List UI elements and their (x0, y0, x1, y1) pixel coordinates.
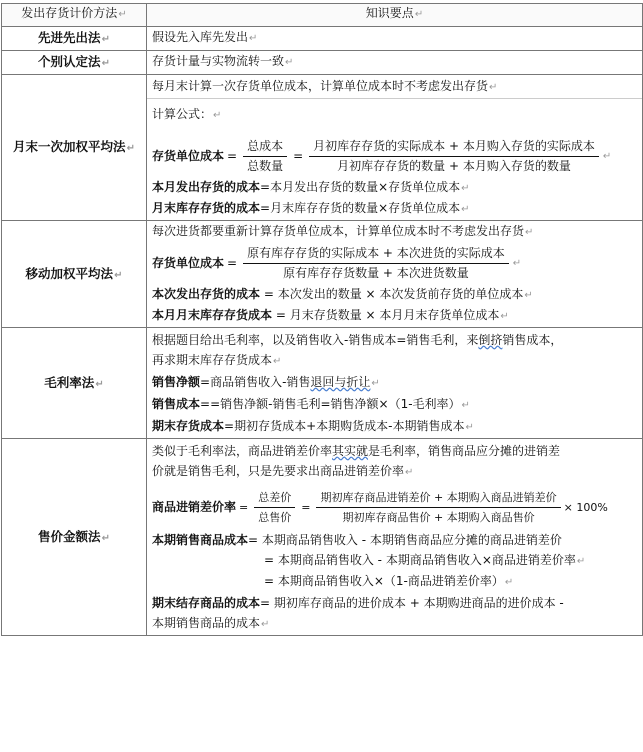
gross-line4: 销售成本==销售净额-销售毛利=销售净额×（1-毛利率）↵ (152, 397, 470, 411)
monthly-formula: 存货单位成本 = $\frac{\text{总成本}}{\text{总数量}}$ = $\frac{\text{月初库存存货的实际成本 + 本月购入存货的实际成本}}{\text{月初库存存货的数量 + 本月购入存货的数量}}$ ↵ (152, 139, 612, 173)
row-moving (2, 221, 643, 328)
method-gross: 毛利率法↵ (2, 328, 147, 439)
retail-line5: = 本期商品销售收入×（1-商品进销差价率）↵ (264, 574, 514, 588)
retail-line3: 本期销售商品成本= 本期商品销售收入 - 本期销售商品应分摊的商品进销差价 (152, 533, 562, 547)
row-gross (2, 328, 643, 439)
gross-line1: 根据题目给出毛利率，以及销售收入-销售成本=销售毛利，来倒挤销售成本， (152, 333, 563, 347)
retail-formula: 商品进销差价率 = $\frac{\text{总差价}}{\text{总售价}}$ = $\frac{\text{期初库存商品进销差价 + 本期购入商品进销差价}}{\text{期初库存商品售价 + 本期购入商品售价}}$ × 100% (152, 491, 608, 524)
points-monthly (147, 75, 643, 221)
method-retail: 售价金额法↵ (2, 439, 147, 636)
row-fifo (2, 27, 643, 51)
retail-line6: 期末结存商品的成本= 期初库存商品的进价成本 + 本期购进商品的进价成本 - (152, 596, 564, 610)
gross-line5: 期末存货成本=期初存货成本+本期购货成本-本期销售成本↵ (152, 419, 474, 433)
row-monthly (2, 75, 643, 221)
retail-line1: 类似于毛利率法，商品进销差价率其实就是毛利率，销售商品应分摊的进销差 (152, 444, 561, 458)
gross-line3: 销售净额=商品销售收入-销售退回与折让↵ (152, 375, 380, 389)
header-method: 发出存货计价方法↵ (2, 4, 147, 27)
inventory-methods-table (1, 3, 643, 636)
retail-line4: = 本期商品销售收入 - 本期商品销售收入×商品进销差价率↵ (264, 553, 586, 567)
retail-line2: 价就是销售毛利，只是先要求出商品进销差价率↵ (152, 464, 414, 478)
row-retail (2, 439, 643, 636)
points-fifo: 假设先入库先发出↵ (147, 27, 643, 51)
gross-line2: 再求期末库存存货成本↵ (152, 353, 282, 367)
method-moving: 移动加权平均法↵ (2, 221, 147, 328)
points-gross (147, 328, 643, 439)
monthly-line3: 本月发出存货的成本=本月发出存货的数量×存货单位成本↵ (152, 180, 470, 194)
monthly-line2: 计算公式：↵ (152, 107, 222, 121)
moving-line1: 每次进货都要重新计算存货单位成本，计算单位成本时不考虑发出存货↵ (152, 224, 534, 238)
method-fifo: 先进先出法↵ (2, 27, 147, 51)
method-monthly: 月末一次加权平均法↵ (2, 75, 147, 221)
method-specific: 个别认定法↵ (2, 51, 147, 75)
moving-line3: 本次发出存货的成本 = 本次发出的数量 × 本次发货前存货的单位成本↵ (152, 287, 533, 301)
monthly-line1: 每月末计算一次存货单位成本，计算单位成本时不考虑发出存货↵ (147, 77, 642, 99)
points-retail (147, 439, 643, 636)
header-points: 知识要点↵ (147, 4, 643, 27)
monthly-line4: 月末库存存货的成本=月末库存存货的数量×存货单位成本↵ (152, 201, 470, 215)
retail-line7: 本期销售商品的成本↵ (152, 616, 270, 630)
points-specific: 存货计量与实物流转一致↵ (147, 51, 643, 75)
moving-formula: 存货单位成本 = $\frac{\text{原有库存存货的实际成本 + 本次进货的实际成本}}{\text{原有库存存货数量 + 本次进货数量}}$ ↵ (152, 246, 522, 280)
points-moving (147, 221, 643, 328)
row-specific (2, 51, 643, 75)
header-row (2, 4, 643, 27)
moving-line4: 本月月末库存存货成本 = 月末存货数量 × 本月月末存货单位成本↵ (152, 308, 509, 322)
